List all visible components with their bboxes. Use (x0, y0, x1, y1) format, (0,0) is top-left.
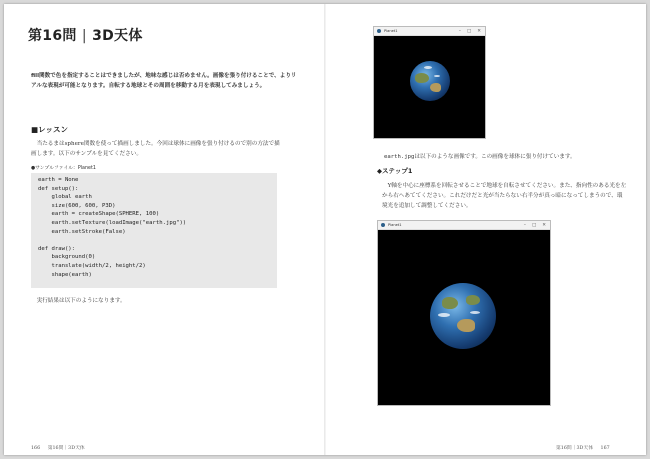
minimize-icon[interactable]: – (458, 28, 461, 34)
cloud-shape (470, 311, 480, 314)
cloud-shape (424, 66, 432, 69)
continent-shape (415, 73, 429, 83)
window-title: Planet1 (388, 223, 402, 227)
result-paragraph: 実行結果は以下のようになります。 (31, 298, 126, 304)
earth-filename: earth.jpg (384, 154, 415, 160)
left-page-number: 166 (31, 446, 41, 451)
window-titlebar (378, 221, 550, 230)
window-titlebar (374, 27, 485, 36)
step-paragraph: Y軸を中心に座標系を回転させることで地球を自転させてください。また、指向性のある光を左から右へあててください。これだけだと光が当たらない右半分が真っ暗になってしまうので、環境光を追加して調整してください。 (382, 183, 627, 209)
earth-caption-text: は以下のような画像です。この画像を球体に張り付けています。 (414, 154, 576, 160)
code-block (31, 173, 277, 288)
minimize-icon[interactable]: – (523, 222, 526, 228)
title-separator: | (81, 28, 87, 44)
page-gutter (324, 4, 326, 455)
right-page-number: 167 (600, 446, 610, 451)
step-heading: ◆ステップ1 (377, 167, 413, 175)
book-spread (4, 4, 646, 455)
continent-shape (457, 319, 475, 332)
earth-sphere-large (430, 283, 496, 349)
lesson-heading: ■レッスン (31, 125, 69, 134)
chapter-topic: 3D天体 (92, 28, 143, 44)
window-title: Planet1 (384, 29, 398, 33)
earth-image-caption (384, 152, 576, 160)
left-footer-chapter: 第16問｜3D天体 (47, 446, 85, 451)
maximize-icon[interactable]: □ (466, 28, 472, 34)
continent-shape (442, 297, 458, 309)
maximize-icon[interactable]: □ (531, 222, 537, 228)
chapter-title (28, 25, 143, 45)
processing-icon (381, 223, 385, 227)
sketch-window-small (373, 26, 486, 139)
continent-shape (430, 83, 441, 92)
chapter-number: 第16問 (28, 28, 77, 44)
intro-paragraph: fill関数で色を指定することはできましたが、地味な感じは否めません。画像を張り付けることで、よりリアルな表現が可能となります。自転する地球とその周囲を移動する月を表現してみましょう。 (31, 73, 297, 89)
window-controls (524, 223, 546, 228)
right-footer (556, 444, 610, 451)
continent-shape (466, 295, 480, 305)
cloud-shape (434, 75, 440, 77)
earth-sphere-small (410, 61, 450, 101)
close-icon[interactable]: ✕ (542, 222, 546, 228)
processing-icon (377, 29, 381, 33)
left-footer (31, 444, 85, 451)
cloud-shape (438, 313, 450, 317)
code-text: earth = None def setup(): global earth size(600, 600, P3D) earth = createShape(SPHERE, 100) earth.setTexture(loadImage("earth.jpg")) earth.setStroke(False) def draw(): background(0) translate(width/2, height/2) shape(earth) (38, 177, 187, 278)
lesson-paragraph: 当たるまはsphere関数を使って描画しました。今回は球体に画像を張り付けるので別の方法で描画します。以下のサンプルを見てください。 (31, 141, 280, 157)
close-icon[interactable]: ✕ (477, 28, 481, 34)
sketch-window-large (377, 220, 551, 406)
sample-file-label: ●サンプルファイル：Planet1 (31, 166, 96, 171)
right-footer-chapter: 第16問｜3D天体 (556, 446, 593, 451)
window-controls (459, 29, 481, 34)
